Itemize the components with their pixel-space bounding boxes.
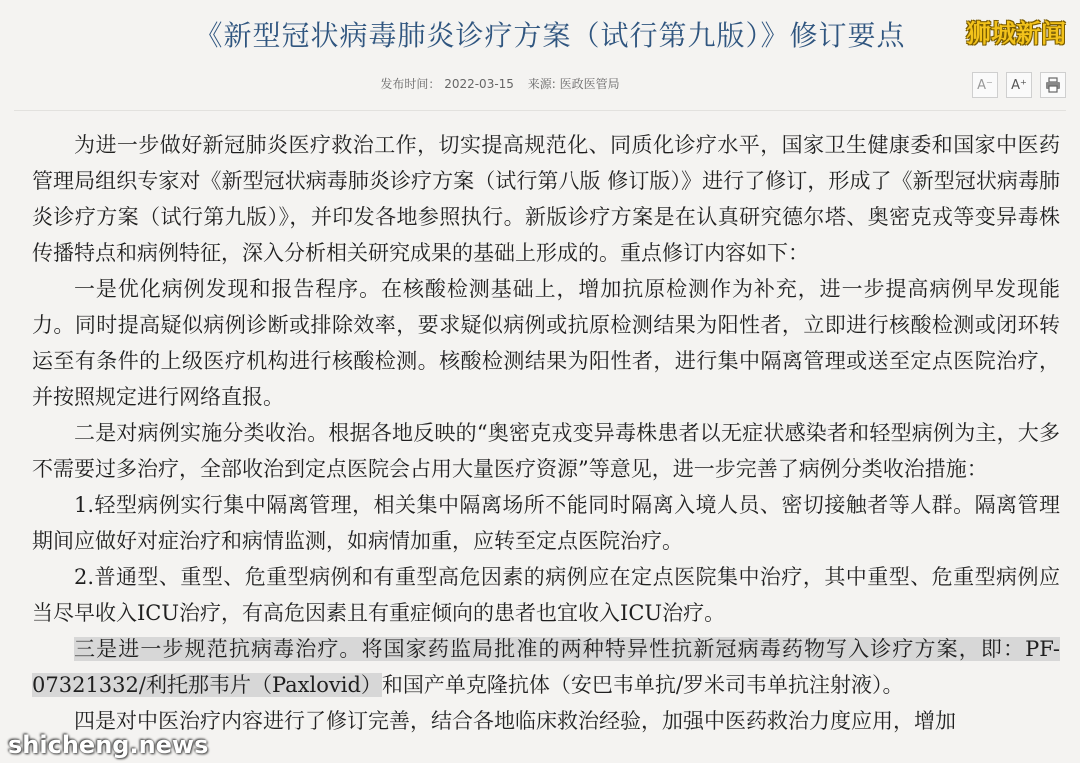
font-larger-button[interactable] [1006,72,1032,98]
font-smaller-icon: A⁻ [977,77,993,93]
printer-icon [1045,77,1061,93]
watermark-site: shicheng.news [8,731,209,759]
paragraph-point-3 [32,631,1060,703]
paragraph-point-2-item-1: 1.轻型病例实行集中隔离管理，相关集中隔离场所不能同时隔离入境人员、密切接触者等人群。隔离管理期间应做好对症治疗和病情监测，如病情加重，应转至定点医院治疗。 [32,493,1060,553]
publish-date: 发布时间： 2022-03-15 [380,77,514,91]
article-meta [0,75,1000,92]
paragraph-point-2-item-2: 2.普通型、重型、危重型病例和有重型高危因素的病例应在定点医院集中治疗，其中重型、危重型病例应当尽早收入ICU治疗，有高危因素且有重症倾向的患者也宜收入ICU治疗。 [32,565,1060,625]
article-title: 《新型冠状病毒肺炎诊疗方案（试行第九版）》修订要点 [194,19,906,52]
article-tools [972,72,1066,98]
font-larger-icon: A⁺ [1011,77,1027,93]
highlighted-text: 三是进一步规范抗病毒治疗。将国家药监局批准的两种特异性抗新冠病毒药物写入诊疗方案，即：PF-07321332/利托那韦片（Paxlovid） [32,637,1060,697]
paragraph-point-3-rest: 和国产单克隆抗体（安巴韦单抗/罗米司韦单抗注射液）。 [381,673,904,697]
paragraph-point-2: 二是对病例实施分类收治。根据各地反映的“奥密克戎变异毒株患者以无症状感染者和轻型病例为主，大多不需要过多治疗，全部收治到定点医院会占用大量医疗资源”等意见，进一步完善了病例分类收治措施： [32,421,1060,481]
print-button[interactable] [1040,72,1066,98]
article-source: 来源: 医政医管局 [527,77,620,91]
article-body [32,127,1060,739]
paragraph-point-4-cutoff: 四是对中医治疗内容进行了修订完善，结合各地临床救治经验，加强中医药救治力度应用，增加 [74,709,956,733]
paragraph-point-1: 一是优化病例发现和报告程序。在核酸检测基础上，增加抗原检测作为补充，进一步提高病例早发现能力。同时提高疑似病例诊断或排除效率，要求疑似病例或抗原检测结果为阳性者，立即进行核酸检测或闭环转运至有条件的上级医疗机构进行核酸检测。核酸检测结果为阳性者，进行集中隔离管理或送至定点医院治疗，并按照规定进行网络直报。 [32,277,1060,409]
watermark-logo-top: 狮城新闻 [965,19,1066,48]
header-divider [14,110,1066,111]
paragraph-intro: 为进一步做好新冠肺炎医疗救治工作，切实提高规范化、同质化诊疗水平，国家卫生健康委和国家中医药管理局组织专家对《新型冠状病毒肺炎诊疗方案（试行第八版 修订版）》进行了修订，形成了《新型冠状病毒肺炎诊疗方案（试行第九版）》，并印发各地参照执行。新版诊疗方案是在认真研究德尔塔、奥密克戎等变异毒株传播特点和病例特征，深入分析相关研究成果的基础上形成的。重点修订内容如下： [32,133,1060,265]
font-smaller-button[interactable] [972,72,998,98]
